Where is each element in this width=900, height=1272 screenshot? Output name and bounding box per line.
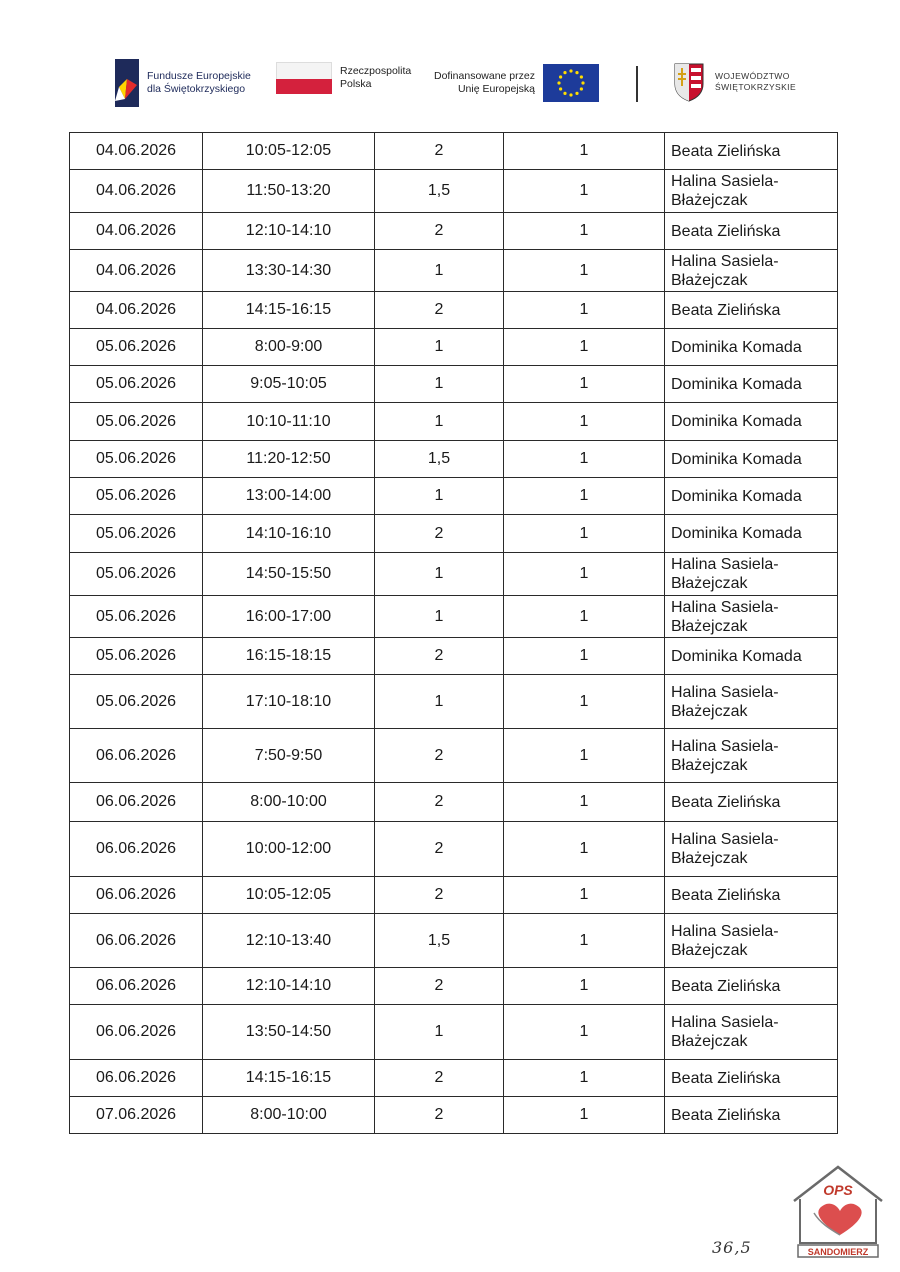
staff-cell [665,366,838,403]
time-cell: 9:05-10:05 [203,366,375,403]
table-row [70,914,838,968]
staff-name-line1: Halina Sasiela- [671,737,779,755]
date-cell: 06.06.2026 [70,783,203,822]
table-row [70,968,838,1005]
table-row [70,638,838,675]
eu-star-icon [559,75,562,78]
table-row [70,1097,838,1134]
table-row [70,783,838,822]
date-cell: 06.06.2026 [70,729,203,783]
hours-cell: 2 [375,729,504,783]
hours-cell: 2 [375,1097,504,1134]
date-cell: 05.06.2026 [70,515,203,553]
fe-star-icon [113,59,141,107]
time-cell: 10:05-12:05 [203,133,375,170]
time-cell: 10:05-12:05 [203,877,375,914]
table-row [70,596,838,638]
staff-name-line1: Beata Zielińska [671,142,781,160]
staff-name-line1: Dominika Komada [671,487,802,505]
eu-star-icon [580,87,583,90]
hours-cell: 2 [375,877,504,914]
staff-cell [665,441,838,478]
time-cell: 13:00-14:00 [203,478,375,515]
count-cell: 1 [504,783,665,822]
staff-name-line1: Halina Sasiela- [671,1014,779,1031]
date-cell: 04.06.2026 [70,133,203,170]
count-cell: 1 [504,1060,665,1097]
hours-cell: 2 [375,968,504,1005]
staff-cell [665,914,838,968]
date-cell: 06.06.2026 [70,1060,203,1097]
hours-cell: 1 [375,329,504,366]
staff-cell [665,553,838,596]
staff-name-line1: Halina Sasiela- [671,173,779,190]
staff-cell [665,968,838,1005]
staff-name-line1: Beata Zielińska [671,977,781,995]
time-cell: 16:15-18:15 [203,638,375,675]
ws-text-line1: WOJEWÓDZTWO [715,71,790,81]
date-cell: 04.06.2026 [70,292,203,329]
staff-name-line1: Beata Zielińska [671,793,781,811]
staff-cell [665,822,838,877]
staff-cell [665,133,838,170]
hours-cell: 2 [375,1060,504,1097]
staff-cell [665,515,838,553]
eu-star-icon [580,75,583,78]
count-cell: 1 [504,403,665,441]
hours-cell: 2 [375,822,504,877]
time-cell: 12:10-13:40 [203,914,375,968]
hours-cell: 1,5 [375,914,504,968]
fe-text-line1: Fundusze Europejskie [147,70,251,82]
staff-name-line1: Dominika Komada [671,413,802,430]
table-row [70,675,838,729]
count-cell: 1 [504,515,665,553]
count-cell: 1 [504,441,665,478]
table-row [70,1005,838,1060]
count-cell: 1 [504,292,665,329]
date-cell: 06.06.2026 [70,968,203,1005]
staff-name-line2: Błażejczak [671,850,748,867]
eu-star-icon [559,87,562,90]
time-cell: 7:50-9:50 [203,729,375,783]
handwritten-total: 36,5 [712,1238,752,1257]
logo-divider [636,66,638,102]
staff-cell [665,1060,838,1097]
date-cell: 06.06.2026 [70,877,203,914]
table-row [70,553,838,596]
hours-cell: 2 [375,133,504,170]
staff-cell [665,292,838,329]
table-row [70,1060,838,1097]
time-cell: 8:00-9:00 [203,329,375,366]
stamp-sandomierz-text: SANDOMIERZ [807,1247,869,1257]
hours-cell: 2 [375,292,504,329]
time-cell: 14:15-16:15 [203,1060,375,1097]
staff-cell [665,675,838,729]
time-cell: 11:20-12:50 [203,441,375,478]
eu-star-icon [569,93,572,96]
table-row [70,515,838,553]
staff-cell [665,729,838,783]
rp-text-line1: Rzeczpospolita [340,65,412,77]
count-cell: 1 [504,729,665,783]
table-row [70,213,838,250]
date-cell: 05.06.2026 [70,329,203,366]
staff-name-line2: Błażejczak [671,702,748,720]
staff-name-line1: Halina Sasiela- [671,831,779,848]
hours-cell: 1,5 [375,441,504,478]
coat-of-arms-icon [673,62,705,102]
table-row [70,170,838,213]
time-cell: 14:10-16:10 [203,515,375,553]
count-cell: 1 [504,250,665,292]
staff-name-line1: Halina Sasiela- [671,252,779,270]
staff-name-line1: Dominika Komada [671,647,802,665]
date-cell: 04.06.2026 [70,170,203,213]
table-row [70,250,838,292]
eu-star-icon [581,81,584,84]
hours-cell: 1 [375,403,504,441]
time-cell: 10:00-12:00 [203,822,375,877]
time-cell: 12:10-14:10 [203,968,375,1005]
ws-text-line2: ŚWIĘTOKRZYSKIE [715,82,797,92]
table-row [70,329,838,366]
staff-name-line1: Dominika Komada [671,450,802,468]
date-cell: 05.06.2026 [70,441,203,478]
hours-cell: 1 [375,478,504,515]
hours-cell: 2 [375,783,504,822]
count-cell: 1 [504,638,665,675]
date-cell: 05.06.2026 [70,478,203,515]
staff-cell [665,478,838,515]
time-cell: 8:00-10:00 [203,1097,375,1134]
count-cell: 1 [504,596,665,638]
count-cell: 1 [504,329,665,366]
count-cell: 1 [504,1005,665,1060]
eu-star-icon [557,81,560,84]
schedule-table [69,132,838,1134]
date-cell: 05.06.2026 [70,403,203,441]
hours-cell: 1 [375,596,504,638]
date-cell: 05.06.2026 [70,553,203,596]
staff-cell [665,596,838,638]
staff-cell [665,1005,838,1060]
staff-name-line1: Dominika Komada [671,338,802,356]
eu-flag-icon [543,64,599,102]
hours-cell: 1 [375,1005,504,1060]
time-cell: 8:00-10:00 [203,783,375,822]
eu-star-icon [569,69,572,72]
hours-cell: 1 [375,250,504,292]
date-cell: 05.06.2026 [70,366,203,403]
hours-cell: 2 [375,213,504,250]
count-cell: 1 [504,822,665,877]
count-cell: 1 [504,1097,665,1134]
fundusze-europejskie-logo [113,59,251,107]
staff-cell [665,783,838,822]
time-cell: 10:10-11:10 [203,403,375,441]
table-row [70,366,838,403]
hours-cell: 2 [375,515,504,553]
hours-cell: 1,5 [375,170,504,213]
staff-cell [665,250,838,292]
staff-name-line2: Błażejczak [671,941,748,959]
time-cell: 13:30-14:30 [203,250,375,292]
hours-cell: 1 [375,366,504,403]
count-cell: 1 [504,914,665,968]
staff-name-line1: Halina Sasiela- [671,922,779,940]
eu-star-icon [563,71,566,74]
time-cell: 11:50-13:20 [203,170,375,213]
date-cell: 07.06.2026 [70,1097,203,1134]
staff-name-line1: Dominika Komada [671,375,802,393]
date-cell: 05.06.2026 [70,675,203,729]
staff-name-line1: Beata Zielińska [671,222,781,240]
staff-name-line1: Beata Zielińska [671,886,781,904]
eu-cofunded-logo [434,64,599,102]
time-cell: 14:15-16:15 [203,292,375,329]
date-cell: 05.06.2026 [70,638,203,675]
count-cell: 1 [504,366,665,403]
staff-cell [665,403,838,441]
count-cell: 1 [504,968,665,1005]
count-cell: 1 [504,478,665,515]
hours-cell: 1 [375,553,504,596]
date-cell: 05.06.2026 [70,596,203,638]
time-cell: 16:00-17:00 [203,596,375,638]
date-cell: 04.06.2026 [70,213,203,250]
count-cell: 1 [504,133,665,170]
count-cell: 1 [504,553,665,596]
staff-name-line2: Błażejczak [671,271,748,289]
staff-name-line2: Błażejczak [671,756,748,774]
table-row [70,729,838,783]
ue-text-line2: Unię Europejską [457,83,535,95]
table-row [70,877,838,914]
staff-name-line2: Błażejczak [671,192,748,209]
rzeczpospolita-logo [276,62,411,94]
header-logo-bar [0,56,900,112]
schedule-table-body [70,133,838,1134]
table-row [70,822,838,877]
staff-cell [665,170,838,213]
date-cell: 06.06.2026 [70,914,203,968]
eu-star-icon [575,92,578,95]
table-row [70,403,838,441]
staff-cell [665,213,838,250]
staff-name-line2: Błażejczak [671,1033,748,1050]
fe-text-line2: dla Świętokrzyskiego [147,83,246,95]
hours-cell: 2 [375,638,504,675]
table-row [70,133,838,170]
ue-text-line1: Dofinansowane przez [434,70,535,82]
staff-name-line2: Błażejczak [671,617,748,635]
date-cell: 06.06.2026 [70,1005,203,1060]
staff-name-line1: Halina Sasiela- [671,556,779,573]
time-cell: 13:50-14:50 [203,1005,375,1060]
staff-name-line1: Beata Zielińska [671,1106,781,1124]
staff-cell [665,638,838,675]
time-cell: 14:50-15:50 [203,553,375,596]
hours-cell: 1 [375,675,504,729]
rp-text-line2: Polska [340,78,372,90]
staff-cell [665,877,838,914]
staff-name-line1: Beata Zielińska [671,301,781,319]
staff-name-line1: Dominika Komada [671,525,802,542]
count-cell: 1 [504,877,665,914]
time-cell: 12:10-14:10 [203,213,375,250]
staff-cell [665,1097,838,1134]
count-cell: 1 [504,675,665,729]
staff-cell [665,329,838,366]
eu-star-icon [563,92,566,95]
table-row [70,292,838,329]
table-row [70,441,838,478]
staff-name-line2: Błażejczak [671,575,748,592]
stamp-ops-text: OPS [823,1182,853,1198]
count-cell: 1 [504,213,665,250]
time-cell: 17:10-18:10 [203,675,375,729]
staff-name-line1: Halina Sasiela- [671,683,779,701]
staff-name-line1: Halina Sasiela- [671,598,779,616]
poland-flag-icon [276,62,332,94]
ops-sandomierz-stamp [790,1163,886,1259]
table-row [70,478,838,515]
count-cell: 1 [504,170,665,213]
staff-name-line1: Beata Zielińska [671,1069,781,1087]
date-cell: 04.06.2026 [70,250,203,292]
eu-star-icon [575,71,578,74]
date-cell: 06.06.2026 [70,822,203,877]
wojewodztwo-logo [673,62,796,102]
